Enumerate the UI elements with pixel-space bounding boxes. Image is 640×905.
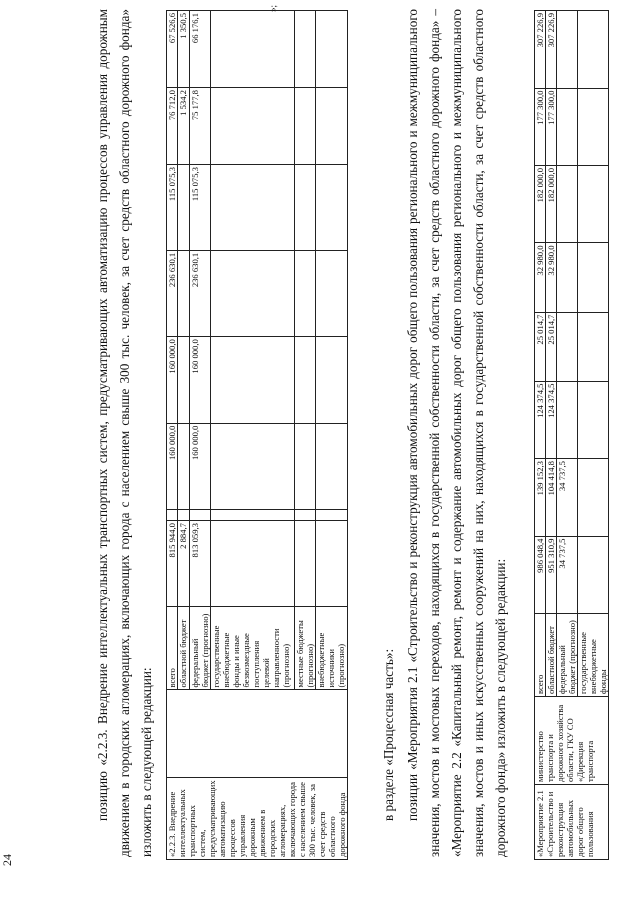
amount-cell: 307 226,9: [535, 11, 546, 89]
funding-source-cell: областной бюджет: [546, 614, 557, 697]
amount-cell: [178, 250, 189, 336]
amount-cell: [178, 337, 189, 423]
page-number: 24: [0, 854, 14, 866]
amount-cell: 66 176,1: [189, 11, 211, 88]
amount-cell: 34 737,5: [557, 536, 578, 613]
amount-cell: 177 300,0: [546, 88, 557, 165]
amount-cell: 124 374,5: [546, 381, 557, 458]
amount-cell: 32 980,0: [546, 243, 557, 312]
amount-cell: [578, 88, 609, 165]
amount-cell: 115 075,3: [189, 165, 211, 251]
amount-cell: 307 226,9: [546, 11, 557, 89]
amount-cell: [294, 11, 316, 88]
amount-cell: 160 000,0: [189, 337, 211, 423]
amount-cell: [178, 165, 189, 251]
amount-cell: [316, 423, 348, 509]
amount-cell: [211, 521, 294, 607]
amount-cell: [294, 521, 316, 607]
funding-source-cell: областной бюджет: [178, 607, 189, 690]
amount-cell: [557, 88, 578, 165]
amount-cell: 67 526,6: [167, 11, 178, 88]
amount-cell: 182 000,0: [535, 166, 546, 243]
amount-cell: 160 000,0: [167, 423, 178, 509]
amount-cell: [557, 312, 578, 381]
amount-cell: [211, 165, 294, 251]
amount-cell: [316, 337, 348, 423]
amount-cell: 160 000,0: [167, 337, 178, 423]
amount-cell: [211, 423, 294, 509]
amount-cell: 177 300,0: [535, 88, 546, 165]
amount-cell: 124 374,5: [535, 381, 546, 458]
amount-cell: 25 014,7: [535, 312, 546, 381]
amount-cell: [294, 337, 316, 423]
amount-cell: 236 630,1: [167, 250, 178, 336]
amount-cell: [316, 510, 348, 521]
amount-cell: [189, 510, 211, 521]
table-end-mark: »;: [268, 4, 278, 12]
amount-cell: 139 152,3: [535, 459, 546, 536]
amount-cell: 34 737,5: [557, 459, 578, 536]
executor-cell: министерство транспорта и дорожного хозяйства области, ГКУ СО «Дирекция транспорта: [535, 697, 609, 785]
amount-cell: [578, 312, 609, 381]
table-row: [167, 11, 178, 860]
amount-cell: 160 000,0: [189, 423, 211, 509]
amount-cell: [578, 243, 609, 312]
amount-cell: [211, 88, 294, 165]
paragraph-measures-2-1-2-2: позиции «Мероприятия 2.1 «Строительство и реконструкция автомобильных дорог общего пользования регионального и межмуниципального значения, мостов и мостовых переходов, находящихся в государственной собственности области, за счет средств областного дорожного фонда» – «Мероприятие 2.2 «Капитальный ремонт, ремонт и содержание автомобильных дорог общего пользования регионального и межмуниципального значения, мостов и иных искусственных сооружений на них, находящихся в государственной собственности области, за счет средств областного дорожного фонда» изложить в следующей редакции:: [405, 9, 508, 857]
amount-cell: [557, 243, 578, 312]
funding-source-cell: местные бюджеты (прогнозно): [294, 607, 316, 690]
funding-source-cell: федеральный бюджет (прогнозно): [557, 614, 578, 697]
amount-cell: 182 000,0: [546, 166, 557, 243]
amount-cell: [557, 11, 578, 89]
table-measure-2-1: [534, 10, 609, 860]
amount-cell: [316, 521, 348, 607]
amount-cell: [578, 536, 609, 613]
item-name-cell: «2.2.3. Внедрение интеллектуальных транспортных систем, предусматривающих автоматизацию процессов управления дорожным движением в городских агломерациях, включающих города с населением свыше 300 тыс. человек, за счет средств областного дорожного фонда: [167, 778, 348, 860]
amount-cell: [578, 166, 609, 243]
amount-cell: [578, 459, 609, 536]
amount-cell: 2 884,7: [178, 521, 189, 607]
amount-cell: 76 712,0: [167, 88, 178, 165]
paragraph-position-2-2-3: позицию «2.2.3. Внедрение интеллектуальных транспортных систем, предусматривающих автоматизацию процессов управления дорожным движением в городских агломерациях, включающих города с населением свыше 300 тыс. человек, за счет средств областного дорожного фонда» изложить в следующей редакции:: [95, 9, 154, 857]
amount-cell: 104 414,8: [546, 459, 557, 536]
amount-cell: [557, 166, 578, 243]
amount-cell: [211, 250, 294, 336]
amount-cell: [211, 337, 294, 423]
amount-cell: [178, 423, 189, 509]
funding-source-cell: федеральный бюджет (прогнозно): [189, 607, 211, 690]
amount-cell: 25 014,7: [546, 312, 557, 381]
item-name-cell: «Мероприятие 2.1 «Строительство и реконструкция автомобильных дорог общего пользования: [535, 785, 609, 860]
amount-cell: 236 630,1: [189, 250, 211, 336]
amount-cell: [167, 510, 178, 521]
table-position-2-2-3: [166, 10, 348, 860]
executor-cell: [167, 690, 348, 778]
funding-source-cell: всего: [167, 607, 178, 690]
amount-cell: 986 048,4: [535, 536, 546, 613]
amount-cell: [316, 165, 348, 251]
amount-cell: 813 059,3: [189, 521, 211, 607]
amount-cell: [294, 510, 316, 521]
amount-cell: [316, 11, 348, 88]
amount-cell: 1 350,5: [178, 11, 189, 88]
amount-cell: 951 310,9: [546, 536, 557, 613]
table-row: [535, 11, 546, 860]
amount-cell: [211, 510, 294, 521]
amount-cell: 815 944,0: [167, 521, 178, 607]
amount-cell: 75 177,8: [189, 88, 211, 165]
amount-cell: [316, 250, 348, 336]
funding-source-cell: государственные внебюджетные фонды и иные безвозмездные поступления целевой направленности (прогнозно): [211, 607, 294, 690]
amount-cell: [557, 381, 578, 458]
amount-cell: 115 075,3: [167, 165, 178, 251]
amount-cell: [316, 88, 348, 165]
amount-cell: 1 534,2: [178, 88, 189, 165]
amount-cell: [578, 11, 609, 89]
funding-source-cell: внебюджетные источники (прогнозно): [316, 607, 348, 690]
amount-cell: [294, 165, 316, 251]
paragraph-process-section: в разделе «Процессная часть»:: [381, 648, 396, 821]
amount-cell: [211, 11, 294, 88]
amount-cell: [294, 423, 316, 509]
amount-cell: [578, 381, 609, 458]
funding-source-cell: государственные внебюджетные фонды: [578, 614, 609, 697]
amount-cell: [294, 88, 316, 165]
amount-cell: [294, 250, 316, 336]
amount-cell: 32 980,0: [535, 243, 546, 312]
amount-cell: [178, 510, 189, 521]
funding-source-cell: всего: [535, 614, 546, 697]
